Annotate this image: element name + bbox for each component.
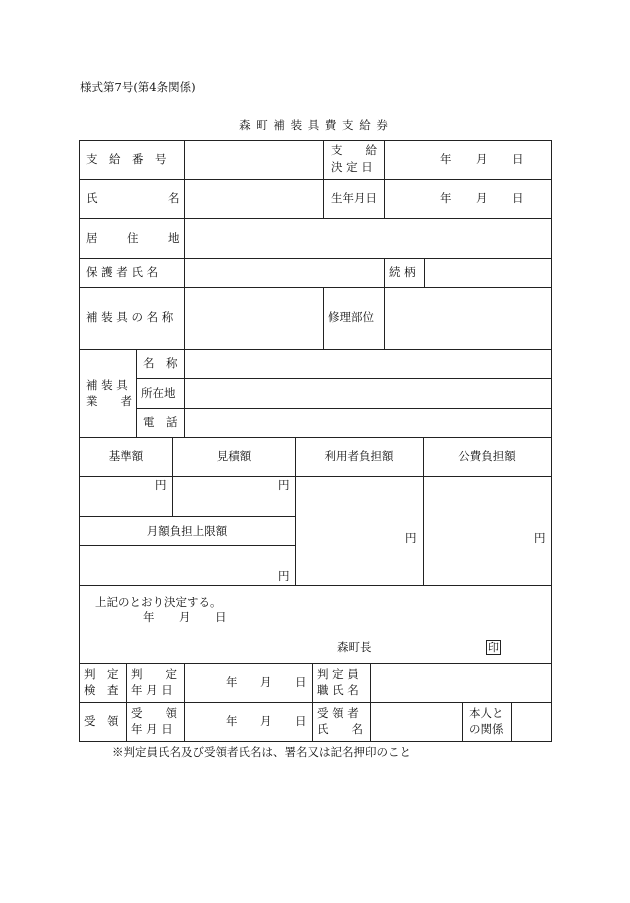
name-label-part2: 名 [168,191,180,205]
vendor-address-label: 所在地 [141,386,176,400]
address-label-part2: 住 [127,231,139,245]
judgement-year-unit: 年 [226,675,238,689]
receipt-month-unit: 月 [260,714,272,728]
decision-year-unit: 年 [440,152,452,166]
receiver-label-line2: 氏 名 [317,722,363,736]
birth-month-unit: 月 [476,191,488,205]
vendor-group-label-line1: 補 装 具 [86,378,128,392]
birth-year-unit: 年 [440,191,452,205]
vendor-phone-label: 電 話 [143,415,178,429]
statement-month-unit: 月 [179,610,191,624]
standard-amount-yen: 円 [155,478,167,492]
judgement-label-line1: 判 定 [84,667,119,681]
form-number: 様式第7号(第4条関係) [80,80,196,94]
monthly-cap-label: 月額負担上限額 [146,524,228,538]
user-burden-header: 利用者負担額 [324,449,394,463]
statement-year-unit: 年 [143,610,155,624]
receipt-date-label-line1: 受 領 [131,706,177,720]
birth-day-unit: 日 [512,191,524,205]
decision-day-unit: 日 [512,152,524,166]
statement-day-unit: 日 [215,610,227,624]
receiver-label-line1: 受 領 者 [317,706,359,720]
application-number-label: 支 給 番 号 [86,152,167,166]
name-label-part1: 氏 [86,191,98,205]
guardian-name-label: 保 護 者 氏 名 [86,265,159,279]
mayor-title: 森町長 [337,640,372,654]
judgement-day-unit: 日 [295,675,307,689]
decision-date-label-line2: 決 定 日 [331,160,373,174]
footnote: ※判定員氏名及び受領者氏名は、署名又は記名押印のこと [112,745,411,759]
relationship-to-person-label-line2: の関係 [469,722,504,736]
vendor-name-label: 名 称 [143,356,178,370]
standard-amount-header: 基準額 [108,449,144,463]
judgement-officer-label-line2: 職 氏 名 [317,683,359,697]
judgement-label-line2: 検 査 [84,683,119,697]
judgement-month-unit: 月 [260,675,272,689]
decision-month-unit: 月 [476,152,488,166]
device-name-label: 補 装 具 の 名 称 [86,310,174,324]
receipt-date-label-line2: 年 月 日 [131,722,173,736]
form-title: 森 町 補 装 具 費 支 給 券 [239,118,389,132]
seal-mark: 印 [488,641,499,654]
decision-statement: 上記のとおり決定する。 [95,595,222,609]
receipt-day-unit: 日 [295,714,307,728]
relationship-to-person-label-line1: 本人と [469,706,504,720]
monthly-cap-yen: 円 [278,569,290,583]
public-burden-header: 公費負担額 [458,449,516,463]
user-burden-yen: 円 [405,531,417,545]
decision-date-label-line1: 支 給 [331,143,377,157]
birthdate-label: 生年月日 [331,191,377,205]
judgement-date-label-line2: 年 月 日 [131,683,173,697]
repair-part-label: 修理部位 [328,310,374,324]
estimate-amount-header: 見積額 [216,449,252,463]
judgement-officer-label-line1: 判 定 員 [317,667,359,681]
receipt-year-unit: 年 [226,714,238,728]
public-burden-yen: 円 [534,531,546,545]
estimate-amount-yen: 円 [278,478,290,492]
judgement-date-label-line1: 判 定 [131,667,177,681]
address-label-part3: 地 [168,231,180,245]
address-label-part1: 居 [86,231,98,245]
relationship-label: 続 柄 [389,265,416,279]
receipt-label: 受 領 [84,714,119,728]
vendor-group-label-line2: 業 者 [86,394,132,408]
